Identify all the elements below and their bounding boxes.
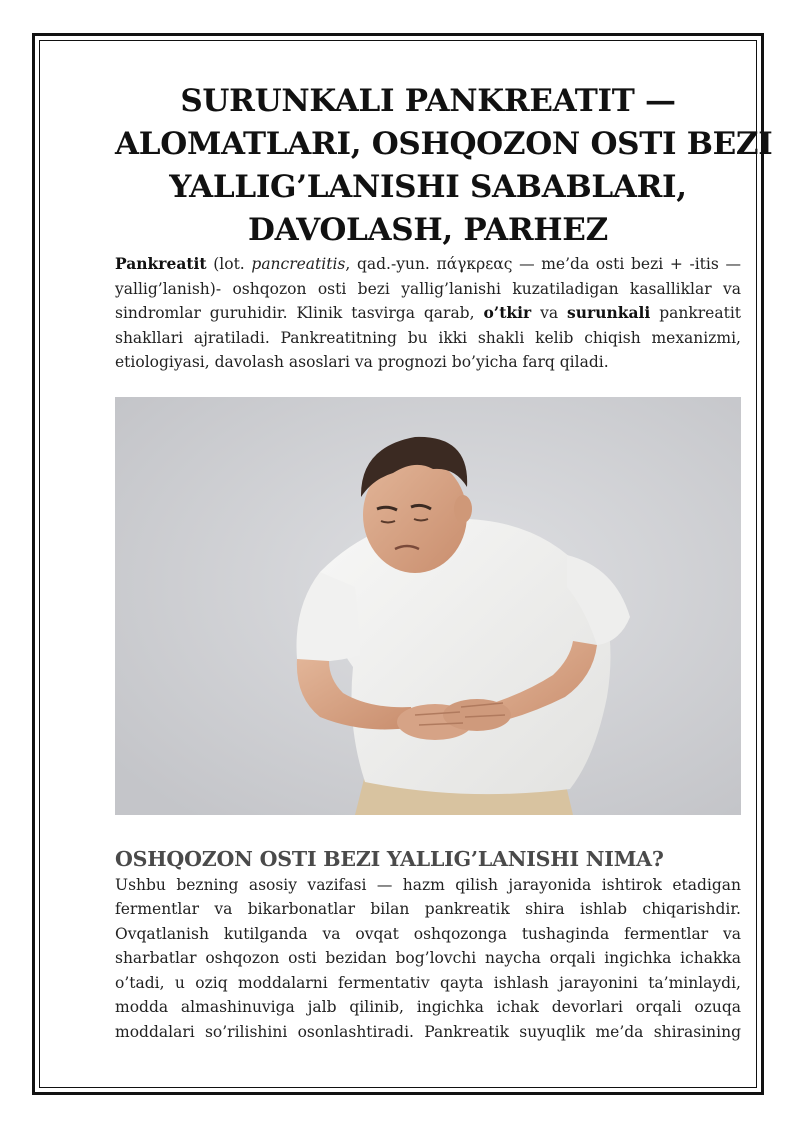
term-chronic: surunkali xyxy=(567,303,651,322)
intro-text: sindromlar guruhidir. Klinik tasvirga qarab, xyxy=(115,304,484,322)
intro-line xyxy=(115,301,741,326)
man-stomach-pain-illustration xyxy=(115,397,741,815)
intro-text: (lot. xyxy=(206,255,252,273)
latin-term: pancreatitis xyxy=(251,255,346,273)
intro-line: etiologiyasi, davolash asoslari va prognozi bo’yicha farq qiladi. xyxy=(115,353,609,371)
intro-text: pankreatit xyxy=(650,304,742,322)
section-line: Ovqatlanish kutilganda va ovqat oshqozonga tushaginda fermentlar va xyxy=(115,924,741,943)
title-line: ALOMATLARI, OSHQOZON OSTI BEZI xyxy=(115,126,773,162)
section-line: sharbatlar oshqozon osti bezidan bog’lovchi naycha orqali ingichka ichakka xyxy=(115,949,741,967)
article-photo xyxy=(115,397,741,815)
section-paragraph xyxy=(115,873,741,1045)
term-pankreatit: Pankreatit xyxy=(115,254,207,273)
title-line: DAVOLASH, PARHEZ xyxy=(248,212,608,248)
intro-paragraph xyxy=(115,252,741,375)
term-acute: o’tkir xyxy=(483,303,532,322)
section-heading: OSHQOZON OSTI BEZI YALLIG’LANISHI NIMA? xyxy=(115,846,664,871)
section-line: moddalari so’rilishini osonlashtiradi. Pankreatik suyuqlik me’da shirasining xyxy=(115,1022,741,1041)
article-content xyxy=(115,80,773,1044)
section-line: o’tadi, u oziq moddalarni fermentativ qayta ishlash jarayonini ta’minlaydi, xyxy=(115,973,741,992)
intro-text: , qad.-yun. πάγκρεας — me’da osti bezi + -itis — xyxy=(345,255,741,273)
section-line: modda almashinuviga jalb qilinib, ingichka ichak devorlari orqali ozuqa xyxy=(115,998,741,1016)
section-line: Ushbu bezning asosiy vazifasi — hazm qilish jarayonida ishtirok etadigan xyxy=(115,875,741,894)
article-title xyxy=(115,80,773,252)
intro-text: va xyxy=(531,304,568,322)
intro-line: shakllari ajratiladi. Pankreatitning bu ikki shakli kelib chiqish mexanizmi, xyxy=(115,328,741,347)
section-line: fermentlar va bikarbonatlar bilan pankreatik shira ishlab chiqarishdir. xyxy=(115,900,741,918)
title-line: YALLIG’LANISHI SABABLARI, xyxy=(169,169,687,205)
intro-line: yallig’lanish)- oshqozon osti bezi yallig’lanishi kuzatiladigan kasalliklar va xyxy=(115,279,741,298)
intro-line xyxy=(115,252,741,277)
title-line: SURUNKALI PANKREATIT — xyxy=(180,83,676,119)
